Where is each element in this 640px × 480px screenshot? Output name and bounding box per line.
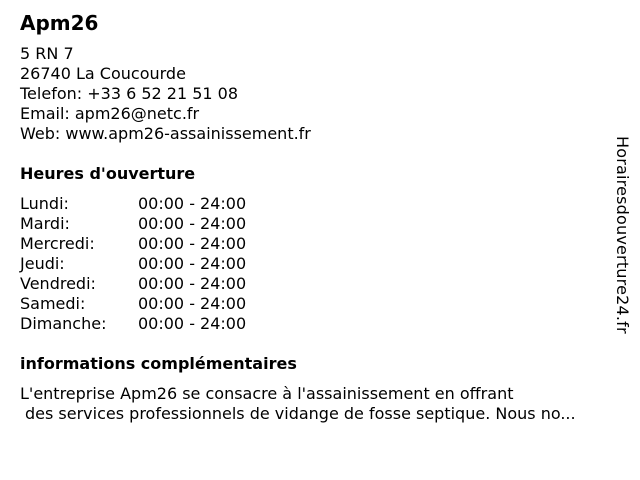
site-watermark: Horairesdouverture24.fr (613, 136, 632, 334)
business-name: Apm26 (20, 11, 99, 35)
email-line: Email: apm26@netc.fr (20, 104, 200, 123)
hours-row-dimanche (20, 314, 280, 334)
hours-row-mardi (20, 214, 280, 234)
hours-day: Mardi: (20, 214, 70, 233)
hours-time: 00:00 - 24:00 (138, 234, 247, 253)
hours-day: Lundi: (20, 194, 69, 213)
hours-row-vendredi (20, 274, 280, 294)
hours-time: 00:00 - 24:00 (138, 274, 247, 293)
info-description (20, 384, 630, 424)
info-heading: informations complémentaires (20, 354, 297, 373)
hours-day: Mercredi: (20, 234, 95, 253)
hours-day: Jeudi: (20, 254, 65, 273)
hours-heading: Heures d'ouverture (20, 164, 196, 183)
contact-block (20, 44, 311, 144)
hours-row-samedi (20, 294, 280, 314)
hours-row-lundi (20, 194, 280, 214)
hours-row-jeudi (20, 254, 280, 274)
hours-table (20, 194, 280, 334)
hours-row-mercredi (20, 234, 280, 254)
website-line: Web: www.apm26-assainissement.fr (20, 124, 311, 143)
hours-day: Vendredi: (20, 274, 96, 293)
hours-time: 00:00 - 24:00 (138, 194, 247, 213)
hours-time: 00:00 - 24:00 (138, 294, 247, 313)
hours-time: 00:00 - 24:00 (138, 314, 247, 333)
city-line: 26740 La Coucourde (20, 64, 186, 83)
info-line-1: L'entreprise Apm26 se consacre à l'assainissement en offrant (20, 384, 514, 403)
hours-time: 00:00 - 24:00 (138, 254, 247, 273)
hours-time: 00:00 - 24:00 (138, 214, 247, 233)
info-line-2: des services professionnels de vidange de fosse septique. Nous no... (25, 404, 576, 423)
phone-line: Telefon: +33 6 52 21 51 08 (20, 84, 239, 103)
hours-day: Samedi: (20, 294, 86, 313)
hours-day: Dimanche: (20, 314, 107, 333)
street-address: 5 RN 7 (20, 44, 74, 63)
